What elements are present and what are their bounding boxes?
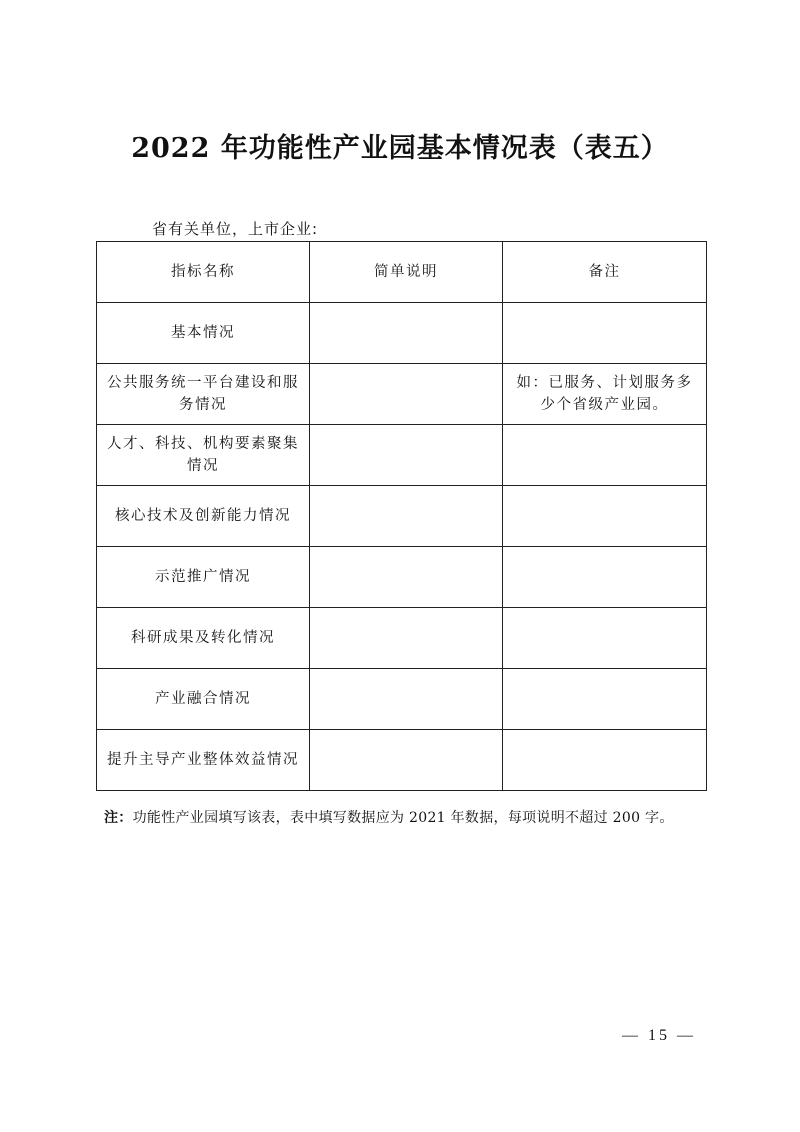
footnote-label: 注：	[104, 810, 133, 826]
table-row	[97, 669, 707, 730]
row-name: 产业融合情况	[97, 669, 310, 730]
row-description	[310, 547, 503, 608]
row-description	[310, 364, 503, 425]
row-description	[310, 669, 503, 730]
row-description	[310, 303, 503, 364]
row-name: 示范推广情况	[97, 547, 310, 608]
table-row	[97, 486, 707, 547]
page-number: — 15 —	[622, 1027, 696, 1044]
page-title: 2022 年功能性产业园基本情况表（表五）	[131, 133, 669, 164]
subtitle: 省有关单位，上市企业:	[152, 220, 319, 238]
row-remark	[503, 608, 707, 669]
table-header-row	[97, 242, 707, 303]
row-remark	[503, 730, 707, 791]
row-remark	[503, 547, 707, 608]
row-remark	[503, 669, 707, 730]
header-remarks: 备注	[503, 242, 707, 303]
row-remark	[503, 486, 707, 547]
row-description	[310, 425, 503, 486]
table-row	[97, 730, 707, 791]
row-description	[310, 486, 503, 547]
row-name: 提升主导产业整体效益情况	[97, 730, 310, 791]
table-row	[97, 547, 707, 608]
footnote	[104, 807, 674, 827]
table-row	[97, 364, 707, 425]
header-indicator-name: 指标名称	[97, 242, 310, 303]
row-name: 基本情况	[97, 303, 310, 364]
row-name: 核心技术及创新能力情况	[97, 486, 310, 547]
table-row	[97, 425, 707, 486]
footnote-text: 功能性产业园填写该表，表中填写数据应为 2021 年数据，每项说明不超过 200 字。	[132, 810, 674, 826]
row-name: 人才、科技、机构要素聚集情况	[97, 425, 310, 486]
row-name: 公共服务统一平台建设和服务情况	[97, 364, 310, 425]
table-row	[97, 303, 707, 364]
header-brief-description: 简单说明	[310, 242, 503, 303]
row-description	[310, 608, 503, 669]
row-description	[310, 730, 503, 791]
table-row	[97, 608, 707, 669]
row-remark	[503, 425, 707, 486]
row-remark	[503, 303, 707, 364]
row-name: 科研成果及转化情况	[97, 608, 310, 669]
info-table	[96, 241, 707, 791]
row-remark: 如：已服务、计划服务多少个省级产业园。	[503, 364, 707, 425]
